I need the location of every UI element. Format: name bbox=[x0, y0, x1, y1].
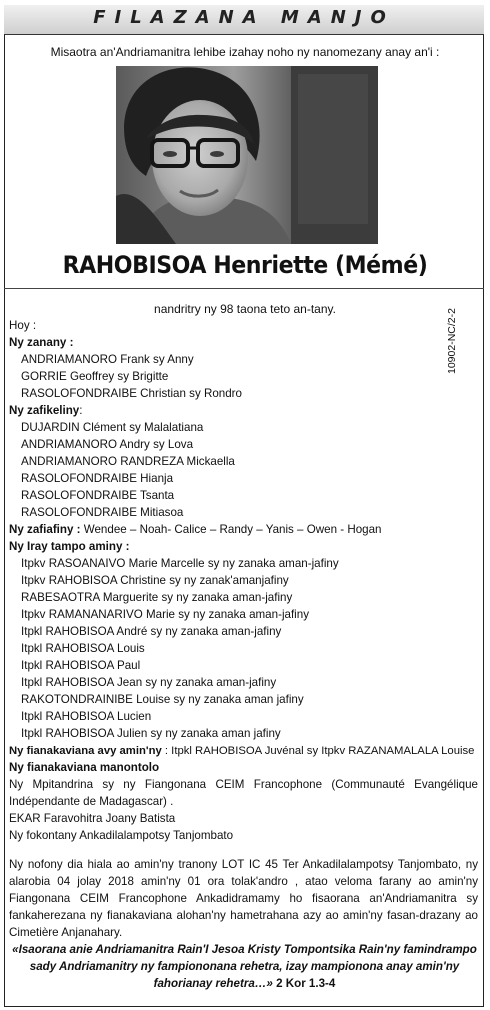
hoy-label: Hoy : bbox=[9, 319, 37, 332]
fianakaviana-avy-label: Ny fianakaviana avy amin'ny bbox=[9, 745, 162, 757]
iray-tampo-item: Itpkv RAMANANARIVO Marie sy ny zanaka aman-jafiny bbox=[21, 608, 310, 621]
fianakaviana-avy-value: : Itpkl RAHOBISOA Juvénal sy Itpkv RAZANAMALALA Louise bbox=[161, 745, 475, 757]
quote-reference: 2 Kor 1.3-4 bbox=[272, 976, 336, 990]
zafikeliny-colon: : bbox=[79, 404, 83, 417]
fokontany-text: Ny fokontany Ankadilalampotsy Tanjombato bbox=[9, 829, 234, 842]
section-zafiafiny bbox=[9, 522, 381, 539]
section-manontolo bbox=[9, 760, 159, 777]
iray-tampo-item: Itpkl RAHOBISOA Louis bbox=[21, 642, 145, 655]
iray-tampo-item: Itpkv RAHOBISOA Christine sy ny zanak'amanjafiny bbox=[21, 574, 289, 587]
zafikeliny-item: ANDRIAMANORO RANDREZA Mickaella bbox=[21, 455, 235, 468]
section-zanany bbox=[9, 335, 73, 352]
mpitandrina-text: Ny Mpitandrina sy ny Fiangonana CEIM Francophone (Communauté Evangélique Indépendante de Madagascar) . bbox=[9, 778, 478, 808]
zafikeliny-item: RASOLOFONDRAIBE Mitiasoa bbox=[21, 506, 184, 519]
quote-text: «Isaorana anie Andriamanitra Rain'I Jesoa Kristy Tompontsika Rain'ny famindrampo sady Andriamanitry ny fampiononana rehetra, izay mampionona anay amin'ny fahorianay rehetra…» bbox=[12, 943, 477, 990]
iray-tampo-item: Itpkl RAHOBISOA Jean sy ny zanaka aman-jafiny bbox=[21, 676, 277, 689]
zafikeliny-item: DUJARDIN Clément sy Malalatiana bbox=[21, 421, 204, 434]
intro-text: Misaotra an'Andriamanitra lehibe izahay noho ny nanomezany anay an'i : bbox=[50, 45, 440, 59]
zafikeliny-label: Ny zafikeliny bbox=[9, 404, 80, 417]
portrait-image bbox=[116, 66, 378, 244]
zafikeliny-item: RASOLOFONDRAIBE Hianja bbox=[21, 472, 174, 485]
iray-tampo-item: RAKOTONDRAINIBE Louise sy ny zanaka aman jafiny bbox=[21, 693, 304, 706]
zafikeliny-item: ANDRIAMANORO Andry sy Lova bbox=[21, 438, 194, 451]
header-title: FILAZANA MANJO bbox=[93, 7, 395, 28]
header-banner bbox=[4, 5, 484, 35]
iray-tampo-label: Ny Iray tampo aminy : bbox=[9, 540, 130, 553]
divider bbox=[4, 288, 484, 289]
manontolo-label: Ny fianakaviana manontolo bbox=[9, 761, 160, 774]
iray-tampo-item: Itpkv RASOANAIVO Marie Marcelle sy ny zanaka aman-jafiny bbox=[21, 557, 339, 570]
iray-tampo-item: Itpkl RAHOBISOA Julien sy ny zanaka aman jafiny bbox=[21, 727, 281, 740]
section-fianakaviana-avy bbox=[9, 743, 474, 760]
bible-quote bbox=[9, 942, 480, 993]
zafiafiny-value: Wendee – Noah- Calice – Randy – Yanis – Owen - Hogan bbox=[80, 523, 382, 536]
zanany-item: ANDRIAMANORO Frank sy Anny bbox=[21, 353, 194, 366]
deceased-name: RAHOBISOA Henriette (Mémé) bbox=[62, 251, 428, 279]
funeral-text: Ny nofony dia hiala ao amin'ny tranony LOT IC 45 Ter Ankadilalampotsy Tanjombato, ny alarobia 04 jolay 2018 amin'ny 01 ora tolak'andro , atao veloma farany ao amin'ny Fiangonana CEIM Francophone Ankadidramamy ho fisaorana an'Andriamanitra sy fankaherezana ny fianakaviana alohan'ny hametrahana azy ao amin'ny fasan-drazany ao Cimetière Anjanahary. bbox=[9, 858, 478, 939]
zafiafiny-label: Ny zafiafiny : bbox=[9, 523, 81, 536]
zafikeliny-item: RASOLOFONDRAIBE Tsanta bbox=[21, 489, 175, 502]
portrait-photo bbox=[116, 66, 378, 244]
iray-tampo-item: Itpkl RAHOBISOA André sy ny zanaka aman-jafiny bbox=[21, 625, 282, 638]
age-text: nandritry ny 98 taona teto an-tany. bbox=[154, 302, 336, 316]
zanany-label: Ny zanany : bbox=[9, 336, 74, 349]
zanany-item: RASOLOFONDRAIBE Christian sy Rondro bbox=[21, 387, 242, 400]
section-zafikeliny bbox=[9, 403, 82, 420]
iray-tampo-item: Itpkl RAHOBISOA Lucien bbox=[21, 710, 152, 723]
iray-tampo-item: RABESAOTRA Marguerite sy ny zanaka aman-jafiny bbox=[21, 591, 293, 604]
ekar-text: EKAR Faravohitra Joany Batista bbox=[9, 812, 176, 825]
iray-tampo-item: Itpkl RAHOBISOA Paul bbox=[21, 659, 141, 672]
reference-code: 10902-NC/2-2 bbox=[446, 308, 458, 374]
section-iray-tampo bbox=[9, 539, 129, 556]
zanany-item: GORRIE Geoffrey sy Brigitte bbox=[21, 370, 169, 383]
